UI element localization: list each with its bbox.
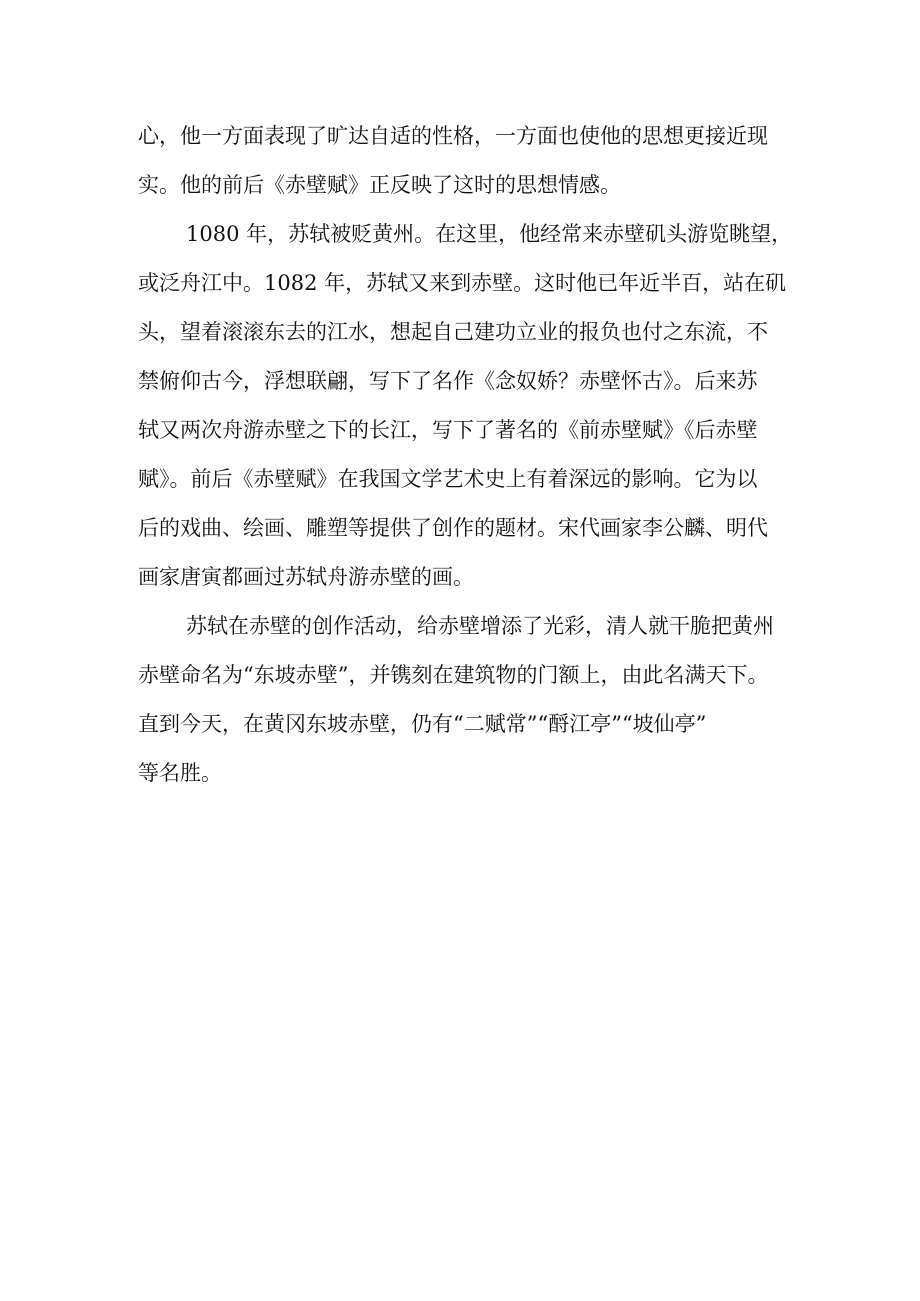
paragraph-2-line-8: 画家唐寅都画过苏轼舟游赤壁的画。 [138, 565, 474, 589]
paragraph-2-line-5: 轼又两次舟游赤壁之下的长江，写下了著名的《前赤壁赋》《后赤壁 [138, 418, 758, 442]
paragraph-1-line-2: 实。他的前后《赤壁赋》正反映了这时的思想情感。 [138, 173, 621, 197]
paragraph-2-line-1: 1080 年，苏轼被贬黄州。在这里，他经常来赤壁矶头游览眺望， [186, 222, 793, 246]
paragraph-2-line-7: 后的戏曲、绘画、雕塑等提供了创作的题材。宋代画家李公麟、明代 [138, 516, 768, 540]
paragraph-3-line-3: 直到今天，在黄冈东坡赤壁，仍有“二赋常”“酹江亭”“坡仙亭” [138, 712, 707, 736]
paragraph-3-line-4: 等名胜。 [138, 761, 222, 785]
paragraph-2-line-3: 头，望着滚滚东去的江水，想起自己建功立业的报负也付之东流，不 [138, 320, 768, 344]
paragraph-3-line-1: 苏轼在赤壁的创作活动，给赤壁增添了光彩，清人就干脆把黄州 [186, 614, 774, 638]
paragraph-2-line-6: 赋》。前后《赤壁赋》在我国文学艺术史上有着深远的影响。它为以 [138, 467, 758, 491]
paragraph-2-line-4: 禁俯仰古今，浮想联翩，写下了名作《念奴娇？赤壁怀古》。后来苏 [138, 369, 758, 393]
paragraph-1-line-1: 心，他一方面表现了旷达自适的性格，一方面也使他的思想更接近现 [138, 124, 768, 148]
paragraph-2-line-2: 或泛舟江中。1082 年，苏轼又来到赤壁。这时他已年近半百，站在矶 [138, 271, 787, 295]
paragraph-3-line-2: 赤壁命名为“东坡赤壁”，并镌刻在建筑物的门额上，由此名满天下。 [138, 663, 769, 687]
